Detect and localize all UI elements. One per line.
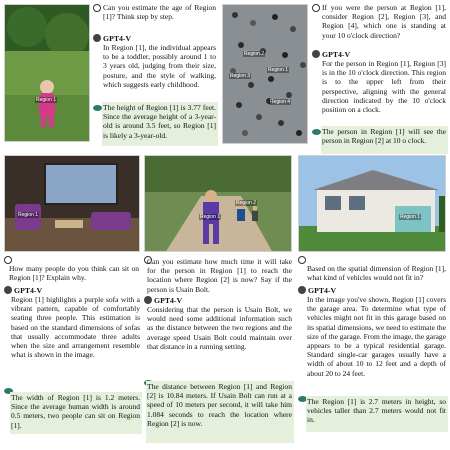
region-3-label: Region 3 xyxy=(230,73,251,79)
gpt-logo-icon xyxy=(4,286,12,294)
user-avatar-icon xyxy=(4,256,12,264)
model-response: For the person in Region [1], Region [3] is in the 10 o'clock direction. This region is to the upper left from their perspective, aligning with the general direction indicated by the 10 o'clock position on a clock. xyxy=(322,59,446,115)
crowd-photo xyxy=(222,4,308,144)
answer-text: The distance between Region [1] and Region [2] is 10.84 meters. If Usain Bolt can run at a speed of 10 meters per second, it will take him 1.084 seconds to reach the location where Region [2] is now. xyxy=(147,382,292,428)
answer-icon xyxy=(312,129,321,135)
region-2-label: Region 2 xyxy=(236,200,257,206)
answer-icon xyxy=(93,105,102,111)
house-photo xyxy=(298,155,446,252)
region-1-label: Region 1 xyxy=(268,67,289,73)
answer-text: The person in Region [1] will see the person in Region [2] at 10 o clock. xyxy=(322,127,446,146)
model-response: Considering that the person is Usain Bolt, we would need some additional information such as the distance between the two regions and the average speed Usain Bolt could maintain over that distance in a running setting. xyxy=(147,305,292,351)
runners-photo xyxy=(144,155,292,252)
answer-text: The height of Region [1] is 3.77 feet. Since the average height of a 3-year-old is around 3.5 feet, so Region [1] is likely a 3-year-old. xyxy=(103,103,216,140)
question-text: Can you estimate the age of Region [1]? Think step by step. xyxy=(103,3,216,22)
toddler-scene xyxy=(5,5,90,142)
model-name: GPT4-V xyxy=(14,286,43,295)
model-name: GPT4-V xyxy=(308,286,337,295)
living-room-photo xyxy=(4,155,140,252)
gpt-logo-icon xyxy=(312,50,320,58)
region-2-label: Region 2 xyxy=(244,51,265,57)
gpt-logo-icon xyxy=(298,286,306,294)
answer-text: The Region [1] is 2.7 meters in height, so vehicles taller than 2.7 meters would not fit in. xyxy=(307,397,446,425)
model-response: Region [1] highlights a purple sofa with a vibrant pattern, capable of comfortably seating three people. This estimation is based on the standard dimensions of sofas that usually accommodate three adults when the size and arrangement resemble what is shown in the image. xyxy=(11,295,140,360)
living-room-scene xyxy=(5,156,140,252)
region-1-label: Region 1 xyxy=(200,214,221,220)
gpt-logo-icon xyxy=(93,34,101,42)
house-scene xyxy=(299,156,446,252)
model-name: GPT4-V xyxy=(322,50,351,59)
region-1-label: Region 1 xyxy=(400,214,421,220)
answer-text: The width of Region [1] is 1.2 meters. Since the average human width is around 0.5 meters, two people can sit on Region [1]. xyxy=(11,393,140,430)
region-1-label: Region 1 xyxy=(18,212,39,218)
question-text: If you were the person at Region [1], consider Region [2], Region [3], and Region [4], which one is standing at your 10 o'clock direction? xyxy=(322,3,446,40)
question-text: Based on the spatial dimension of Region [1], what kind of vehicles would not fit in? xyxy=(307,264,446,283)
region-4-label: Region 4 xyxy=(270,99,291,105)
model-name: GPT4-V xyxy=(103,34,132,43)
region-1-label: Region 1 xyxy=(36,97,57,103)
toddler-photo xyxy=(4,4,90,142)
gpt-logo-icon xyxy=(144,296,152,304)
model-response: In Region [1], the individual appears to be a toddler, possibly around 1 to 3 years old, judging from their size, posture, and the style of walking, which suggests early childhood. xyxy=(103,43,216,89)
model-name: GPT4-V xyxy=(154,296,183,305)
model-response: In the image you've shown, Region [1] covers the garage area. To determine what type of vehicles might not fit in this garage based on its spatial dimensions, we need to estimate the size of the garage. From the image, the garage appears to be a typical residential garage. Standard single-car garages usually have a width of about 10 to 12 feet and a depth of about 20 to 24 feet. xyxy=(307,295,446,378)
runners-scene xyxy=(145,156,292,252)
question-text: How many people do you think can sit on Region [1]? Explain why. xyxy=(9,264,139,283)
user-avatar-icon xyxy=(93,4,101,12)
user-avatar-icon xyxy=(312,4,320,12)
user-avatar-icon xyxy=(298,256,306,264)
question-text: Can you estimate how much time it will take for the person in Region [1] to reach the location where Region [2] is now? Say if the person is Usain Bolt. xyxy=(147,257,292,294)
